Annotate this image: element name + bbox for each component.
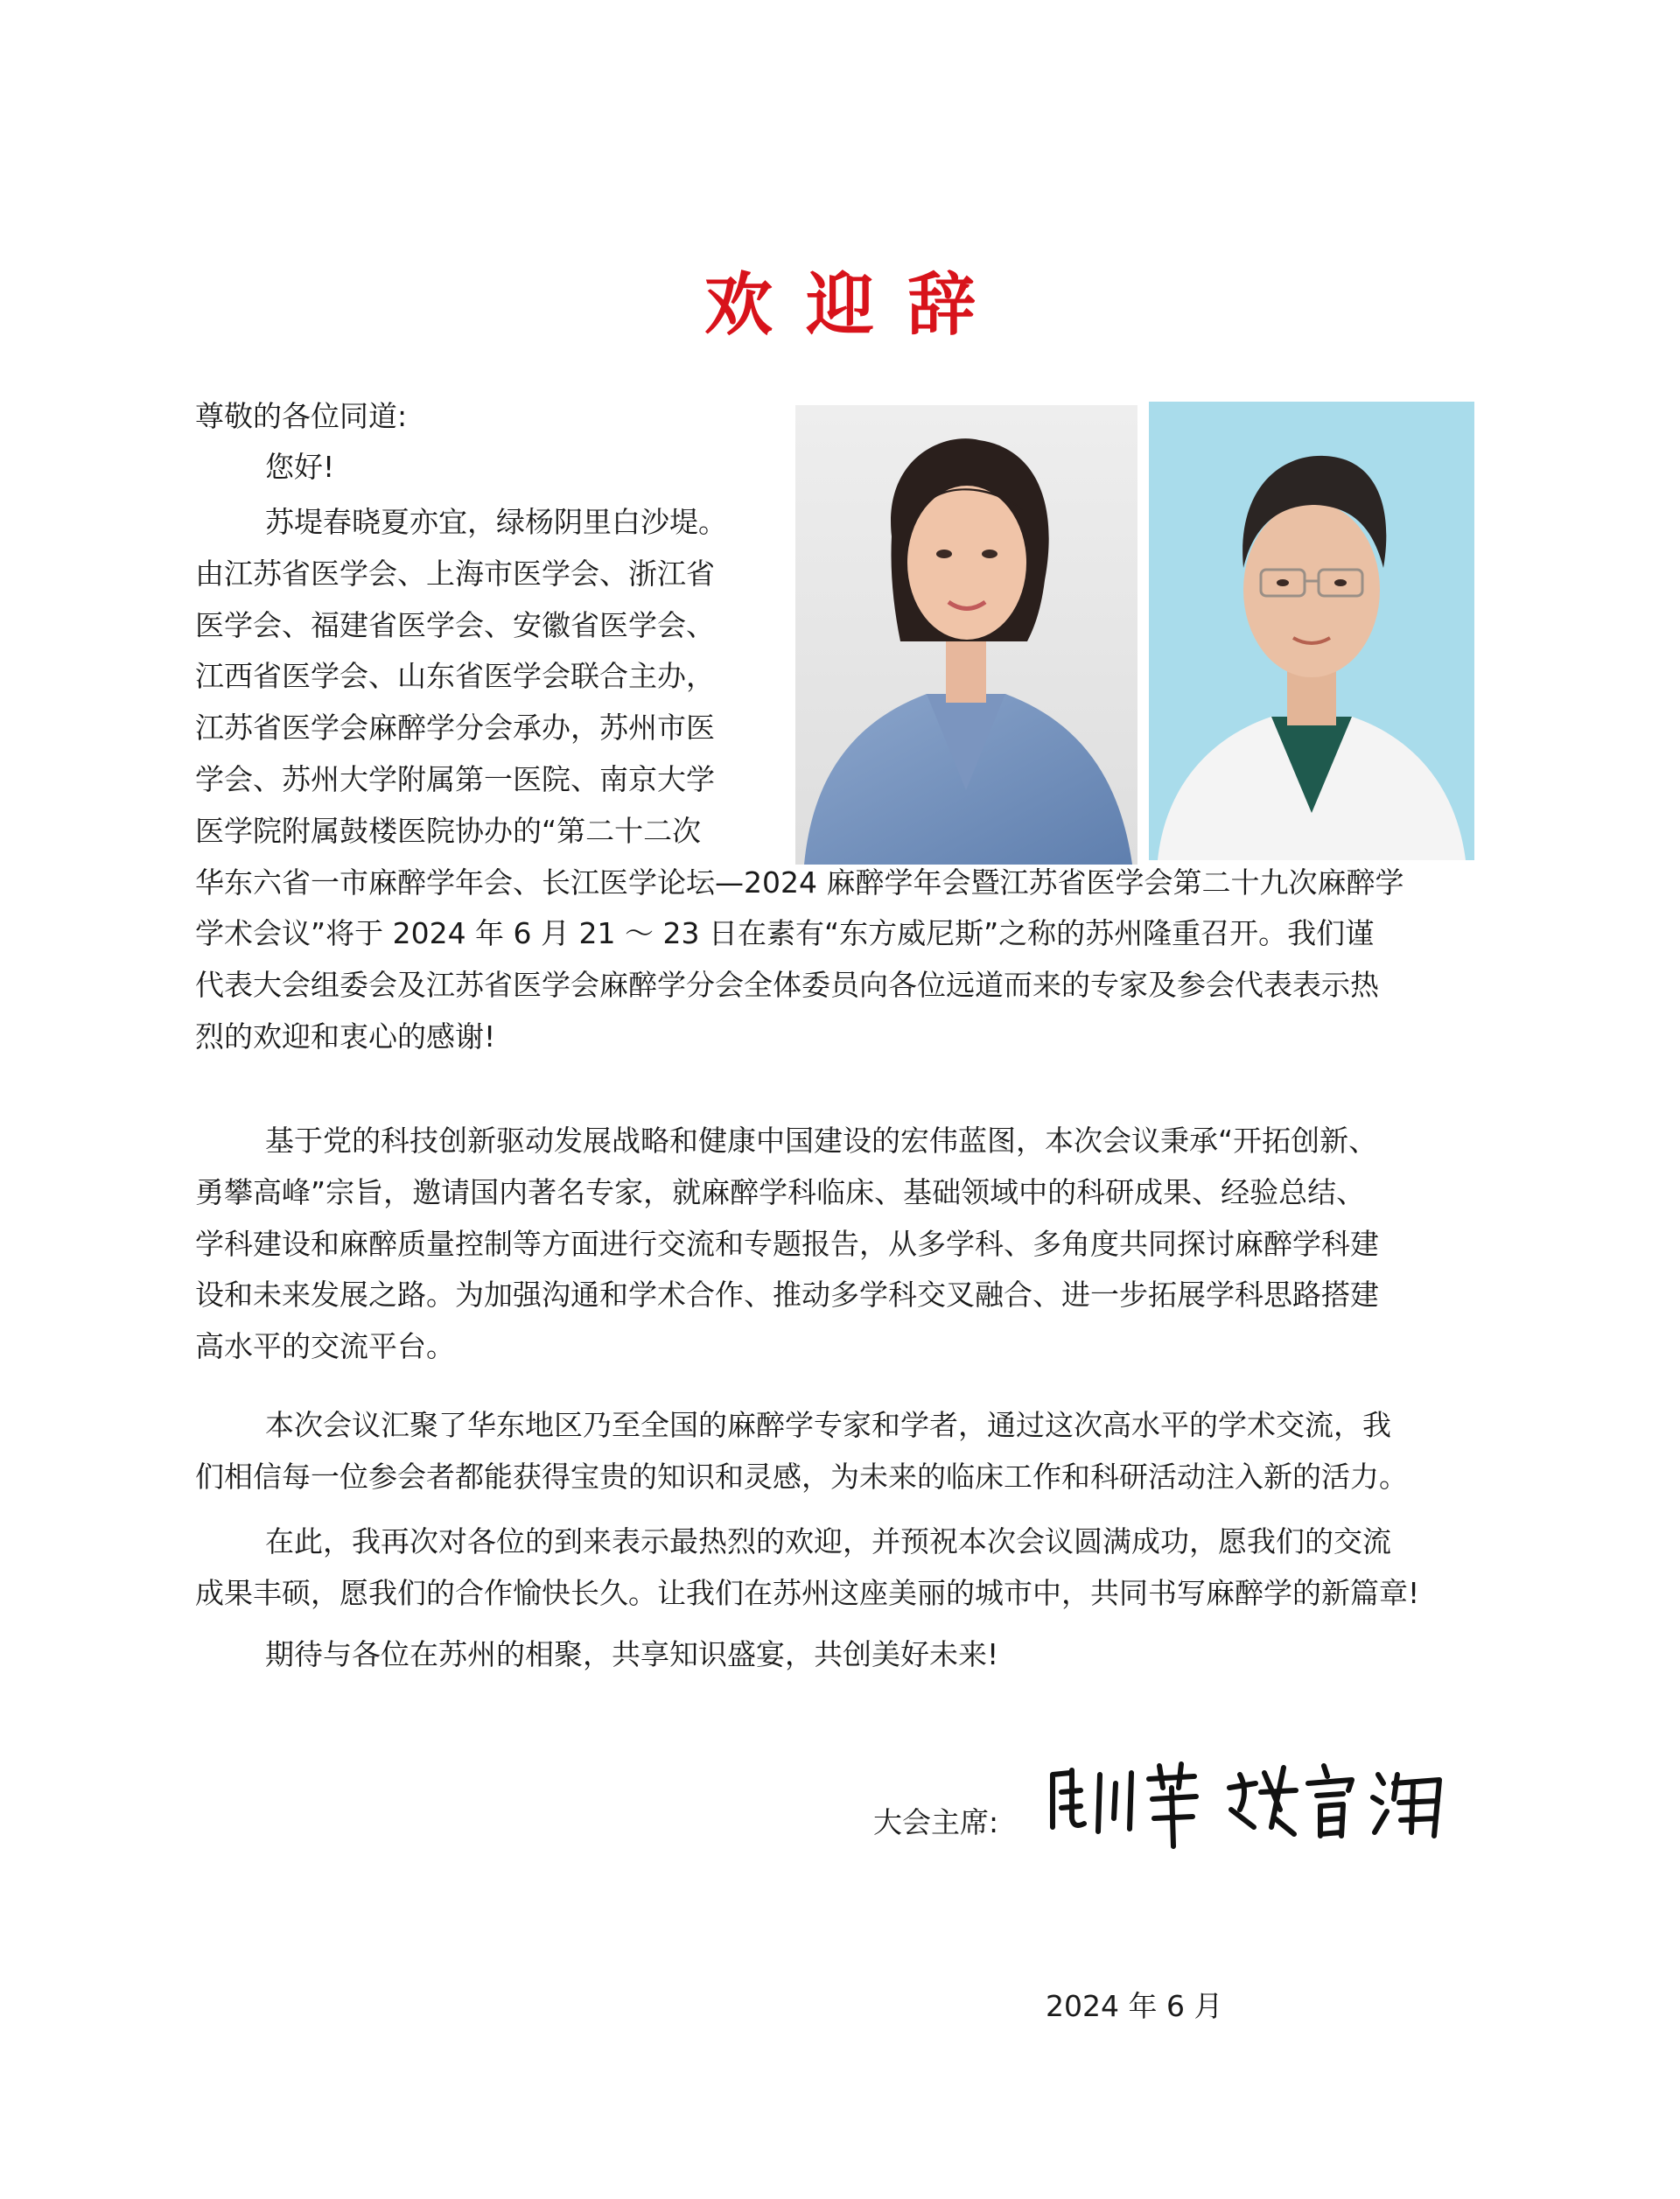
paragraph-3 (195, 1400, 1481, 1503)
text-line: 成果丰硕，愿我们的合作愉快长久。让我们在苏州这座美丽的城市中，共同书写麻醉学的新篇章! (195, 1575, 1420, 1610)
text-line: 烈的欢迎和衷心的感谢! (195, 1019, 496, 1054)
text-line: 苏堤春晓夏亦宜，绿杨阴里白沙堤。 (265, 505, 727, 539)
page-title: 欢迎辞 (704, 265, 1009, 345)
text-line: 医学院附属鼓楼医院协办的“第二十二次 (195, 813, 702, 848)
paragraph-2 (195, 1116, 1481, 1373)
greeting: 您好! (265, 450, 335, 484)
text-line: 学术会议”将于 2024 年 6 月 21 ～ 23 日在素有“东方威尼斯”之称的苏州隆重召开。我们谨 (195, 916, 1375, 951)
text-line: 基于党的科技创新驱动发展战略和健康中国建设的宏伟蓝图，本次会议秉承“开拓创新、 (265, 1124, 1378, 1158)
handwritten-signature (1046, 1748, 1457, 1853)
text-line: 学科建设和麻醉质量控制等方面进行交流和专题报告，从多学科、多角度共同探讨麻醉学科建 (195, 1226, 1379, 1261)
text-line: 期待与各位在苏州的相聚，共享知识盛宴，共创美好未来! (265, 1637, 999, 1671)
text-line: 代表大会组委会及江苏省医学会麻醉学分会全体委员向各位远道而来的专家及参会代表表示热 (195, 968, 1379, 1003)
text-line: 勇攀高峰”宗旨，邀请国内著名专家，就麻醉学科临床、基础领域中的科研成果、经验总结、 (195, 1174, 1366, 1209)
text-line: 学会、苏州大学附属第一医院、南京大学 (195, 761, 715, 796)
paragraph-5 (195, 1629, 1481, 1681)
text-line: 华东六省一市麻醉学年会、长江医学论坛—2024 麻醉学年会暨江苏省医学会第二十九次麻醉学 (195, 865, 1404, 900)
paragraph-4 (195, 1516, 1481, 1620)
text-line: 江苏省医学会麻醉学分会承办，苏州市医 (195, 711, 715, 746)
text-line: 江西省医学会、山东省医学会联合主办， (195, 659, 715, 694)
text-line: 设和未来发展之路。为加强沟通和学术合作、推动多学科交叉融合、进一步拓展学科思路搭建 (195, 1278, 1379, 1313)
paragraph-1 (195, 497, 1481, 1063)
salutation: 尊敬的各位同道: (195, 399, 408, 433)
text-line: 由江苏省医学会、上海市医学会、浙江省 (195, 556, 715, 591)
date: 2024 年 6 月 (1046, 1989, 1223, 2023)
text-line: 本次会议汇聚了华东地区乃至全国的麻醉学专家和学者，通过这次高水平的学术交流，我 (265, 1408, 1391, 1442)
text-line: 们相信每一位参会者都能获得宝贵的知识和灵感，为未来的临床工作和科研活动注入新的活力。 (195, 1459, 1408, 1494)
text-line: 医学会、福建省医学会、安徽省医学会、 (195, 607, 715, 642)
text-line: 在此，我再次对各位的到来表示最热烈的欢迎，并预祝本次会议圆满成功，愿我们的交流 (265, 1524, 1391, 1558)
chair-label: 大会主席: (873, 1805, 999, 1839)
text-line: 高水平的交流平台。 (195, 1329, 455, 1364)
